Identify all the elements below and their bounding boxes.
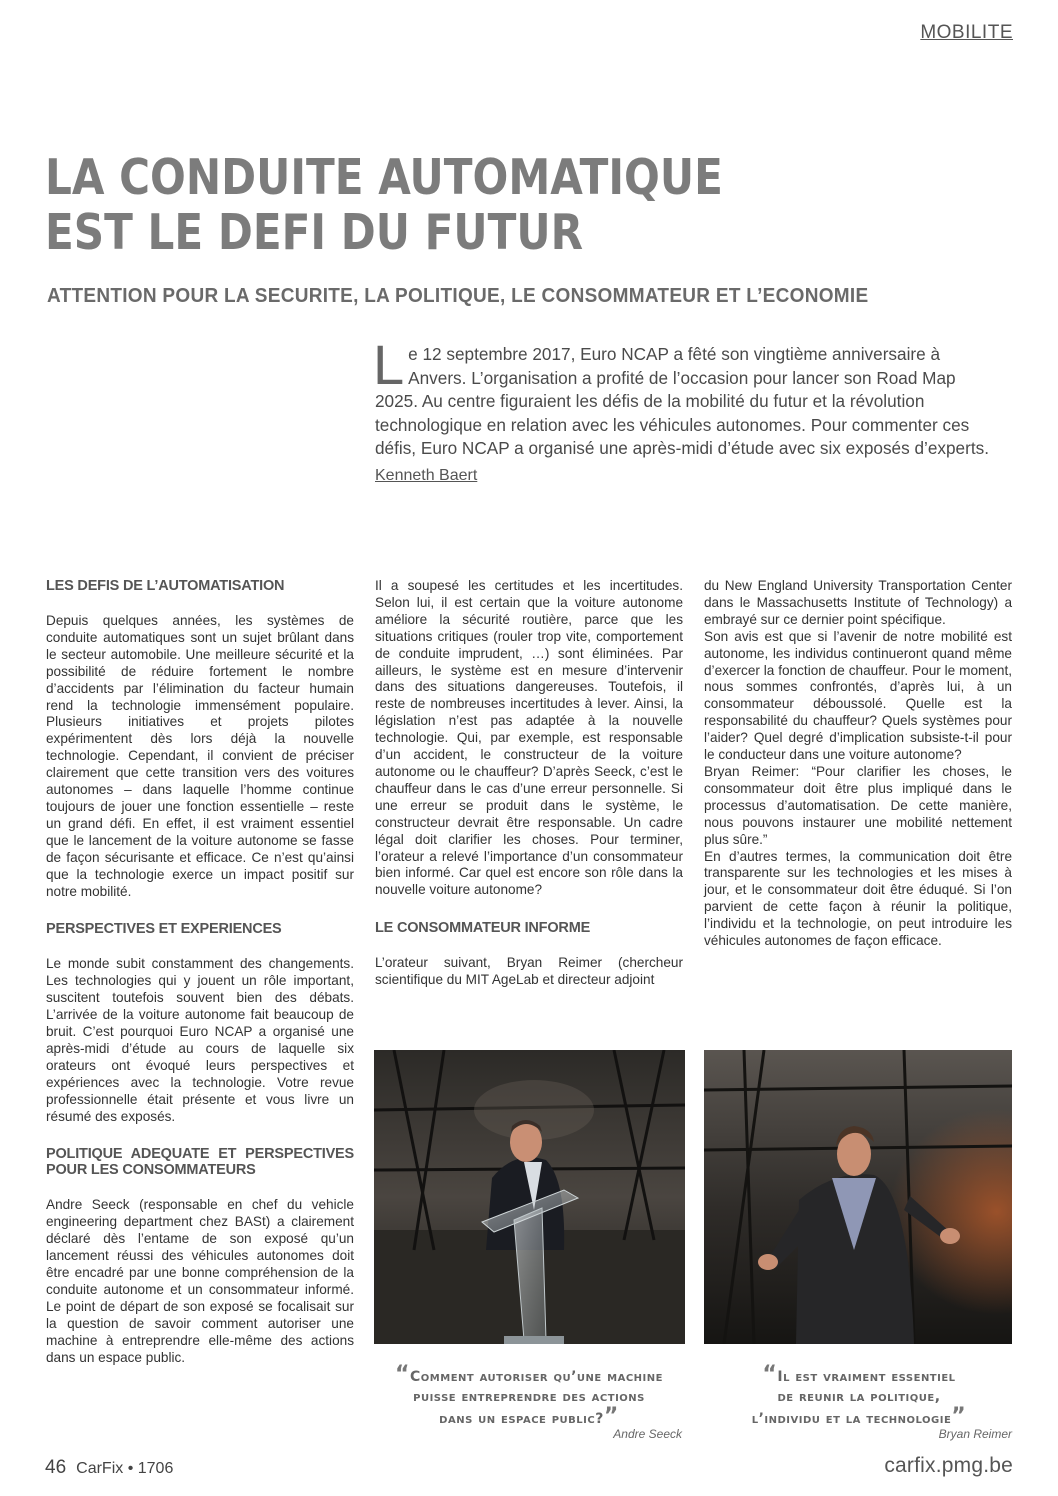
quote-line: puisse entreprendre des actions (413, 1389, 645, 1405)
speaker-lectern-image (374, 1050, 685, 1344)
page-number: 46 (45, 1457, 67, 1478)
article-subtitle: ATTENTION POUR LA SECURITE, LA POLITIQUE, LE CONSOMMATEUR ET L’ECONOMIE (47, 285, 869, 307)
paragraph: L’orateur suivant, Bryan Reimer (chercheur scientifique du MIT AgeLab et directeur adjoint (375, 955, 683, 988)
quote-line: Il est vraiment essentiel (777, 1369, 956, 1385)
photo-andre-seeck (374, 1050, 685, 1344)
quote-line: l’individu et la technologie (751, 1411, 952, 1427)
heading-consommateur: LE CONSOMMATEUR INFORME (375, 920, 591, 937)
heading-politique: POLITIQUE ADEQUATE ET PERSPECTIVES POUR LES CONSOMMATEURS (46, 1146, 354, 1179)
paragraph: En d’autres termes, la communication doit être transparente sur les technologies et les mises à jour, et le consommateur doit être éduqué. Si l’on parvient de cette façon à réunir la politique, l’individu et la technologie, on peut introduire les véhicules autonomes de façon efficace. (704, 848, 1012, 949)
article-title (45, 150, 723, 260)
heading-perspectives: PERSPECTIVES ET EXPERIENCES (46, 921, 282, 938)
author-byline: Kenneth Baert (375, 467, 478, 484)
quote-author-1: Andre Seeck (613, 1427, 682, 1441)
footer-website: carfix.pmg.be (884, 1454, 1013, 1477)
column-2 (375, 578, 683, 989)
paragraph: Il a soupesé les certitudes et les incertitudes. Selon lui, il est certain que la voiture autonome améliore la sécurité routière, parce que les situations critiques (rouler trop vite, comportement de conduite imprudent, …) sont éliminées. Par ailleurs, le système est en mesure d’intervenir dans des situations dangereuses. Toutefois, il reste de nombreuses incertitudes à lever. Ainsi, la législation n’est pas adaptée à la nouvelle technologie. Qui, par exemple, est responsable d’un accident, le constructeur de la voiture autonome ou le chauffeur? D’après Seeck, c’est le chauffeur dans le cas d’une erreur personnelle. Si une erreur se produit dans le système, le constructeur devrait être responsable. Un cadre légal doit clarifier les choses. Pour terminer, l’orateur a relevé l’importance d’un consommateur bien informé. Car quel est encore son rôle dans la nouvelle voiture autonome? (375, 578, 683, 898)
section-label: MOBILITE (920, 22, 1013, 43)
lead-paragraph (373, 333, 995, 461)
photo-bryan-reimer (704, 1050, 1012, 1344)
pull-quote-1 (374, 1362, 684, 1429)
quote-author-2: Bryan Reimer (938, 1427, 1012, 1441)
title-line-2: EST LE DEFI DU FUTUR (45, 204, 584, 261)
quote-open-mark: “ (395, 1362, 411, 1387)
paragraph: Depuis quelques années, les systèmes de conduite automatiques sont un sujet brûlant dans le secteur automobile. Une meilleure sécurité et la possibilité de réduire fortement le nombre d’accidents par l’élimination du facteur humain rend la technologie immensément populaire. Plusieurs initiatives et projets pilotes expérimentent dès lors déjà la nouvelle technologie. Cependant, il convient de préciser clairement que cette transition vers des voitures autonomes – dans laquelle l’homme continue toujours de jouer une fonction essentielle – reste un grand défi. En effet, il est vraiment essentiel que le lancement de la voiture autonome se fasse de façon sécurisante et efficace. Ce n’est qu’ainsi que la technologie exerce un impact positif sur notre mobilité. (46, 613, 354, 899)
speaker-stage-image (704, 1050, 1012, 1344)
heading-defis: LES DEFIS DE L’AUTOMATISATION (46, 578, 285, 594)
quote-line: de reunir la politique, (777, 1389, 941, 1405)
paragraph: Son avis est que si l’avenir de notre mobilité est autonome, les individus continueront quand même d’exercer la fonction de chauffeur. Pour le moment, nous sommes confrontés, d’après lui, à un consommateur déboussolé. Quelle est la responsabilité du chauffeur? Quels systèmes pour l’aider? Quel degré d’implication subsiste-t-il pour le conducteur dans une voiture autonome? (704, 628, 1012, 763)
quote-line: Comment autoriser qu’une machine (410, 1369, 663, 1385)
quote-line: dans un espace public? (439, 1411, 604, 1427)
quote-close-mark: ” (951, 1404, 967, 1429)
title-line-1: LA CONDUITE AUTOMATIQUE (45, 149, 723, 206)
pull-quote-2 (704, 1362, 1014, 1429)
drop-cap: L (373, 333, 405, 396)
column-3 (704, 578, 1012, 950)
paragraph: Andre Seeck (responsable en chef du vehicle engineering department chez BASt) a clairement déclaré dès l’entame de son exposé qu’un lancement réussi des véhicules autonomes doit être encadré par une bonne compréhension de la conduite autonome et un consommateur informé. Le point de départ de son exposé se focalisait sur la question de savoir comment autoriser une machine à entreprendre elle-même des actions dans un espace public. (46, 1197, 354, 1365)
paragraph: Bryan Reimer: “Pour clarifier les choses, le consommateur doit être plus impliqué dans le processus d’automatisation. De cette manière, nous pouvons instaurer une mobilité nettement plus sûre.” (704, 763, 1012, 847)
lead-text: e 12 septembre 2017, Euro NCAP a fêté son vingtième anniversaire à Anvers. L’organisation a profité de l’occasion pour lancer son Road Map 2025. Au centre figuraient les défis de la mobilité du futur et la révolution technologique en relation avec les véhicules autonomes. Pour commenter ces défis, Euro NCAP a organisé une après-midi d’étude avec six exposés d’experts. (375, 344, 989, 458)
quote-open-mark: “ (762, 1362, 778, 1387)
paragraph: du New England University Transportation Center dans le Massachusetts Institute of Technology) a embrayé sur ce dernier point spécifique. (704, 578, 1012, 627)
paragraph: Le monde subit constamment des changements. Les technologies qui y jouent un rôle important, suscitent toutefois souvent bien des débats. L’arrivée de la voiture autonome fait beaucoup de bruit. C’est pourquoi Euro NCAP a organisé une après-midi d’étude au cours de laquelle six orateurs ont évoqué leurs perspectives et expériences avec la technologie. Votre revue professionnelle était présente et vous livre un résumé des exposés. (46, 956, 354, 1124)
column-1 (46, 578, 354, 1367)
quote-close-mark: ” (603, 1404, 619, 1429)
magazine-issue: CarFix • 1706 (76, 1460, 174, 1477)
footer-page-info (45, 1457, 173, 1479)
